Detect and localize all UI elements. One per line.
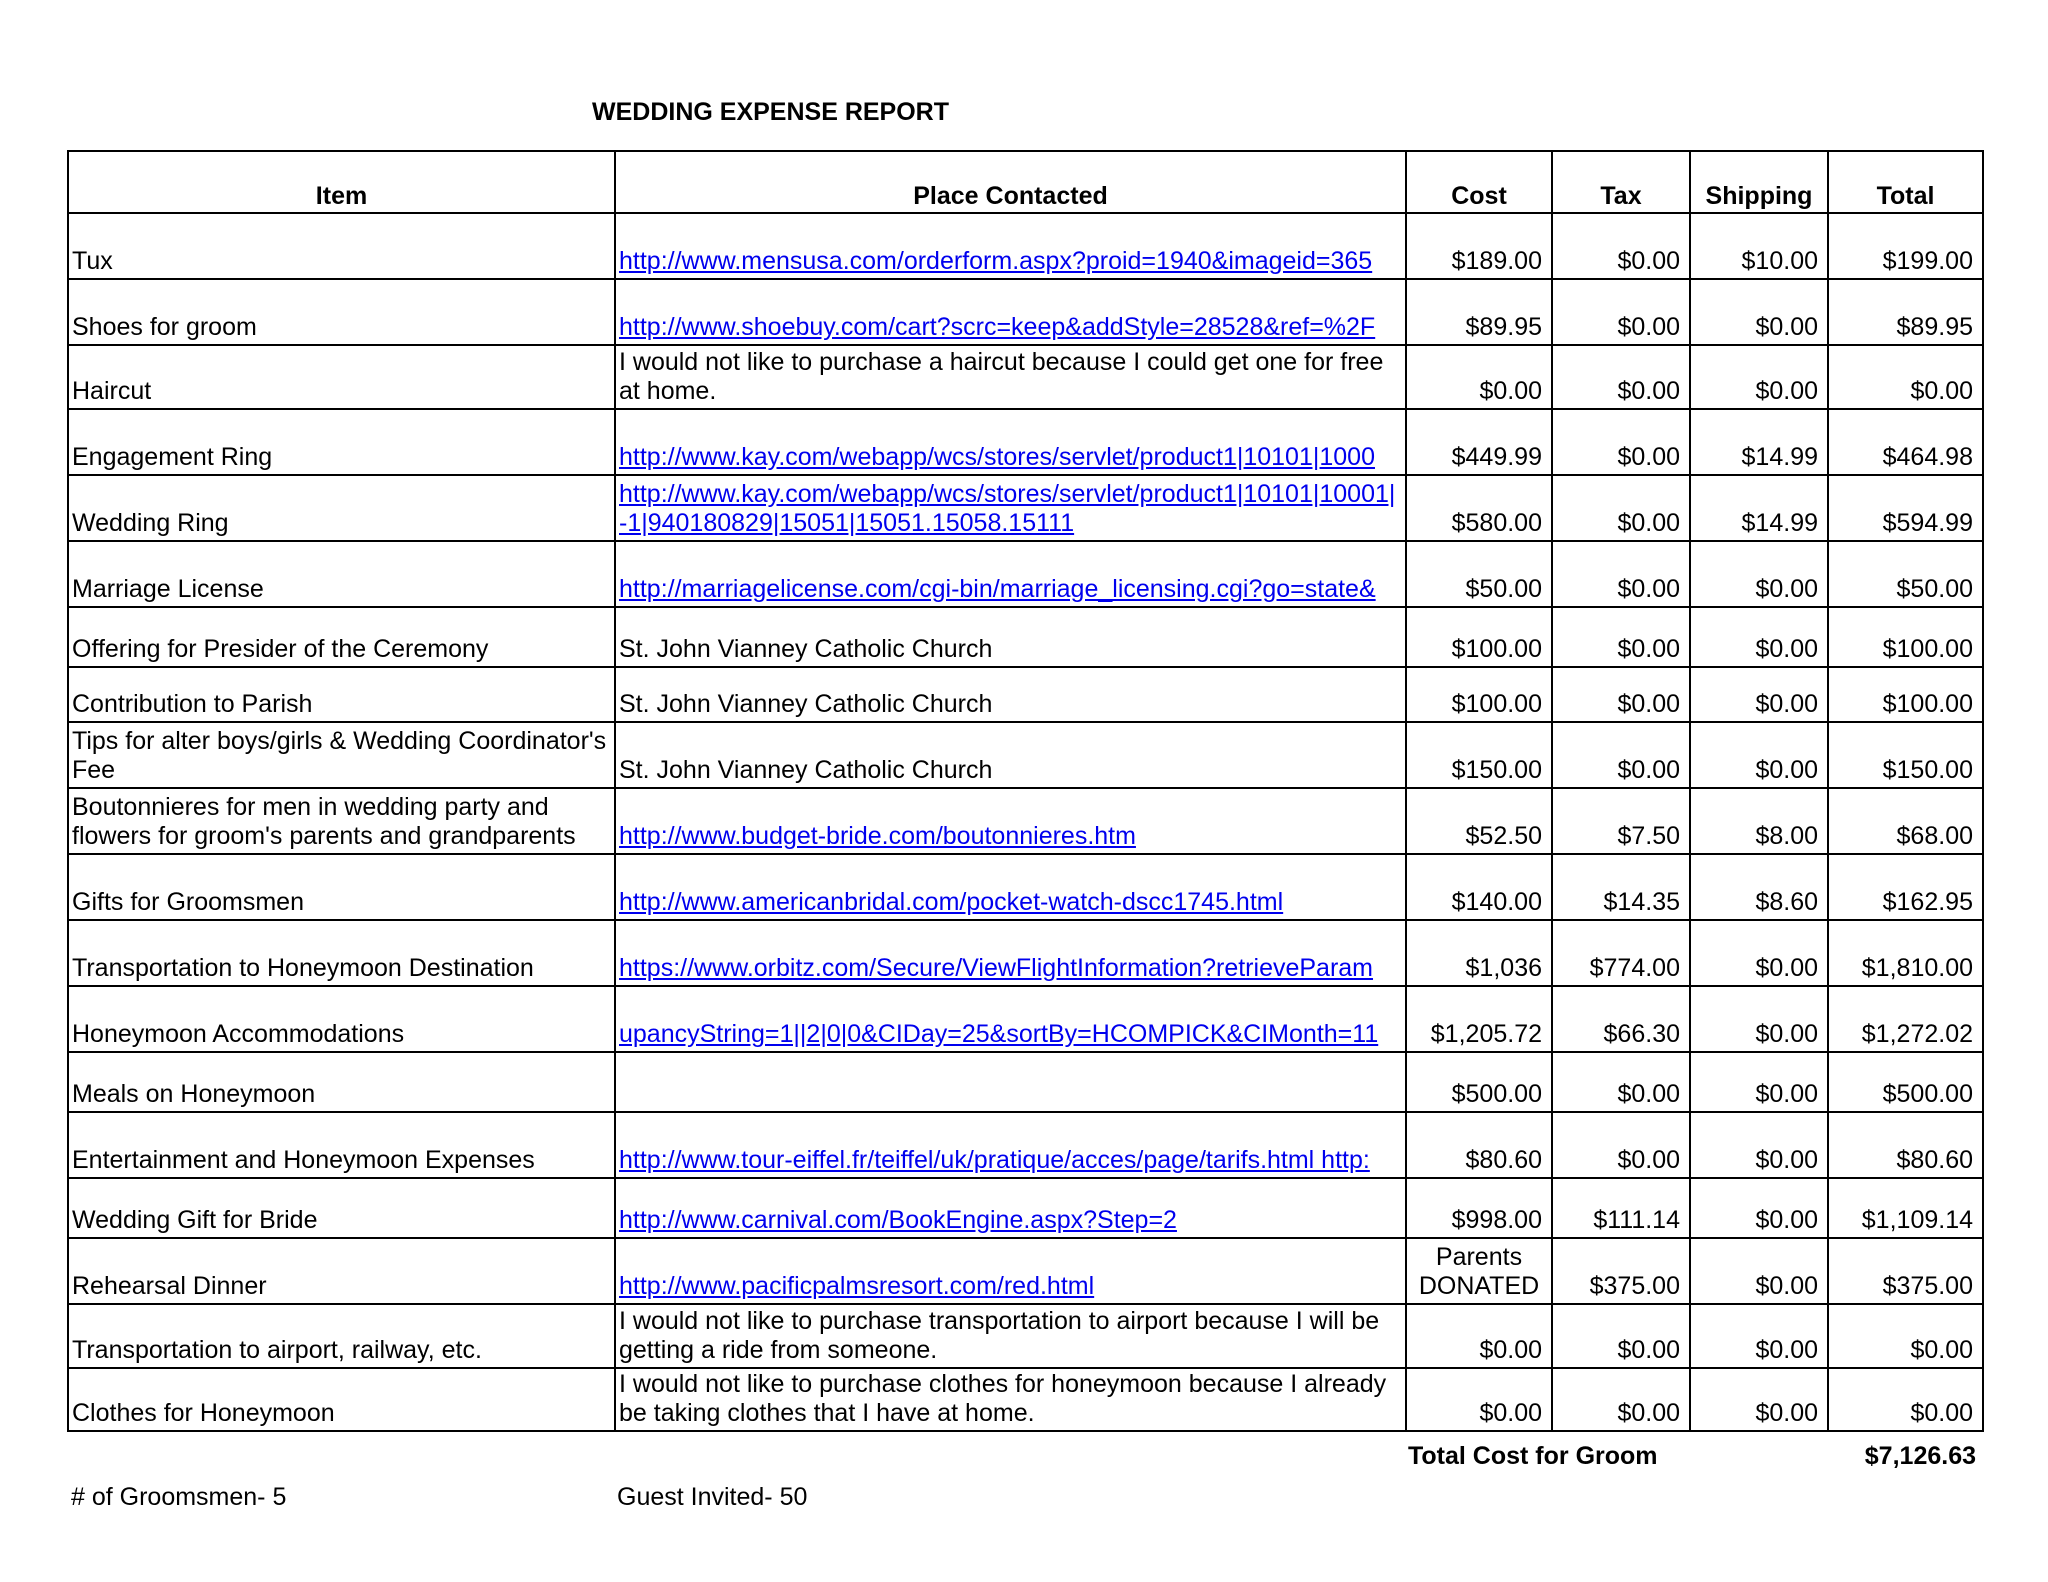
guests-invited: Guest Invited- 50 [617, 1483, 808, 1511]
table-row [68, 213, 1983, 279]
cell-total: $594.99 [1828, 475, 1983, 541]
table-row [68, 345, 1983, 409]
cell-shipping: $0.00 [1690, 1052, 1828, 1112]
cell-cost: $0.00 [1406, 1304, 1552, 1368]
cell-cost: $140.00 [1406, 854, 1552, 920]
table-row [68, 920, 1983, 986]
cell-cost: $89.95 [1406, 279, 1552, 345]
cell-shipping: $14.99 [1690, 475, 1828, 541]
table-row [68, 1178, 1983, 1238]
cell-item: Transportation to airport, railway, etc. [68, 1304, 615, 1368]
cell-cost: $449.99 [1406, 409, 1552, 475]
cell-total: $1,272.02 [1828, 986, 1983, 1052]
cell-place-contacted [615, 213, 1406, 279]
place-link[interactable]: http://www.tour-eiffel.fr/teiffel/uk/pratique/acces/page/tarifs.html http: [619, 1146, 1370, 1174]
cell-place-contacted: I would not like to purchase a haircut because I could get one for free at home. [615, 345, 1406, 409]
cell-total: $150.00 [1828, 722, 1983, 788]
cell-shipping: $8.00 [1690, 788, 1828, 854]
cell-cost: $1,036 [1406, 920, 1552, 986]
cell-shipping: $0.00 [1690, 279, 1828, 345]
cell-item: Transportation to Honeymoon Destination [68, 920, 615, 986]
cell-tax: $0.00 [1552, 607, 1690, 667]
table-row [68, 1368, 1983, 1431]
cell-shipping: $0.00 [1690, 1304, 1828, 1368]
cell-total: $50.00 [1828, 541, 1983, 607]
cell-item: Shoes for groom [68, 279, 615, 345]
column-header-cost: Cost [1406, 151, 1552, 213]
cell-place-contacted [615, 475, 1406, 541]
cell-shipping: $8.60 [1690, 854, 1828, 920]
cell-tax: $66.30 [1552, 986, 1690, 1052]
cell-total: $162.95 [1828, 854, 1983, 920]
column-header-total: Total [1828, 151, 1983, 213]
cell-tax: $774.00 [1552, 920, 1690, 986]
cell-item: Haircut [68, 345, 615, 409]
table-row [68, 607, 1983, 667]
cell-cost: $150.00 [1406, 722, 1552, 788]
cell-place-contacted [615, 1178, 1406, 1238]
cell-item: Entertainment and Honeymoon Expenses [68, 1112, 615, 1178]
table-row [68, 854, 1983, 920]
cell-shipping: $0.00 [1690, 920, 1828, 986]
cell-tax: $375.00 [1552, 1238, 1690, 1304]
cell-cost: $100.00 [1406, 667, 1552, 722]
cell-shipping: $0.00 [1690, 722, 1828, 788]
cell-tax: $0.00 [1552, 1052, 1690, 1112]
table-row [68, 986, 1983, 1052]
cell-shipping: $14.99 [1690, 409, 1828, 475]
place-link[interactable]: http://www.mensusa.com/orderform.aspx?proid=1940&imageid=365 [619, 247, 1373, 275]
cell-tax: $0.00 [1552, 541, 1690, 607]
table-row [68, 1112, 1983, 1178]
expense-table [67, 150, 1984, 1432]
total-cost-label: Total Cost for Groom [1408, 1442, 1658, 1470]
place-link[interactable]: http://www.budget-bride.com/boutonnieres.htm [619, 822, 1136, 850]
cell-cost: $100.00 [1406, 607, 1552, 667]
cell-total: $89.95 [1828, 279, 1983, 345]
cell-item: Gifts for Groomsmen [68, 854, 615, 920]
cell-tax: $0.00 [1552, 1368, 1690, 1431]
cell-shipping: $0.00 [1690, 667, 1828, 722]
table-row [68, 1304, 1983, 1368]
cell-item: Tux [68, 213, 615, 279]
table-row [68, 541, 1983, 607]
cell-total: $500.00 [1828, 1052, 1983, 1112]
cell-total: $100.00 [1828, 667, 1983, 722]
table-header-row [68, 151, 1983, 213]
table-row [68, 279, 1983, 345]
column-header-place: Place Contacted [615, 151, 1406, 213]
cell-item: Meals on Honeymoon [68, 1052, 615, 1112]
cell-place-contacted: St. John Vianney Catholic Church [615, 667, 1406, 722]
cell-place-contacted [615, 788, 1406, 854]
cell-place-contacted [615, 541, 1406, 607]
cell-shipping: $0.00 [1690, 345, 1828, 409]
cell-item: Marriage License [68, 541, 615, 607]
column-header-tax: Tax [1552, 151, 1690, 213]
cell-place-contacted [615, 854, 1406, 920]
cell-place-contacted: St. John Vianney Catholic Church [615, 607, 1406, 667]
cell-tax: $7.50 [1552, 788, 1690, 854]
cell-cost: $998.00 [1406, 1178, 1552, 1238]
cell-cost: $52.50 [1406, 788, 1552, 854]
place-link[interactable]: http://www.pacificpalmsresort.com/red.html [619, 1272, 1095, 1300]
cell-total: $199.00 [1828, 213, 1983, 279]
cell-tax: $14.35 [1552, 854, 1690, 920]
cell-place-contacted: I would not like to purchase transportation to airport because I will be getting a ride from someone. [615, 1304, 1406, 1368]
cell-tax: $0.00 [1552, 1304, 1690, 1368]
cell-item: Tips for alter boys/girls & Wedding Coordinator's Fee [68, 722, 615, 788]
cell-total: $375.00 [1828, 1238, 1983, 1304]
cell-shipping: $0.00 [1690, 541, 1828, 607]
cell-shipping: $0.00 [1690, 1368, 1828, 1431]
cell-total: $0.00 [1828, 345, 1983, 409]
place-link[interactable]: http://marriagelicense.com/cgi-bin/marriage_licensing.cgi?go=state& [619, 575, 1376, 603]
cell-cost: $189.00 [1406, 213, 1552, 279]
cell-cost: $80.60 [1406, 1112, 1552, 1178]
cell-place-contacted [615, 409, 1406, 475]
cell-place-contacted [615, 920, 1406, 986]
cell-item: Boutonnieres for men in wedding party and flowers for groom's parents and grandparents [68, 788, 615, 854]
cell-total: $68.00 [1828, 788, 1983, 854]
place-link[interactable]: http://www.shoebuy.com/cart?scrc=keep&addStyle=28528&ref=%2F [619, 313, 1376, 341]
table-row [68, 1052, 1983, 1112]
column-header-shipping: Shipping [1690, 151, 1828, 213]
cell-tax: $0.00 [1552, 475, 1690, 541]
cell-shipping: $0.00 [1690, 986, 1828, 1052]
cell-item: Wedding Gift for Bride [68, 1178, 615, 1238]
cell-place-contacted [615, 1052, 1406, 1112]
cell-total: $100.00 [1828, 607, 1983, 667]
cell-total: $0.00 [1828, 1304, 1983, 1368]
table-row [68, 667, 1983, 722]
cell-total: $80.60 [1828, 1112, 1983, 1178]
cell-item: Honeymoon Accommodations [68, 986, 615, 1052]
cell-total: $1,810.00 [1828, 920, 1983, 986]
cell-place-contacted [615, 1112, 1406, 1178]
cell-tax: $0.00 [1552, 279, 1690, 345]
place-link[interactable]: http://www.carnival.com/BookEngine.aspx?Step=2 [619, 1206, 1177, 1234]
cell-tax: $0.00 [1552, 213, 1690, 279]
cell-place-contacted: St. John Vianney Catholic Church [615, 722, 1406, 788]
cell-shipping: $0.00 [1690, 1112, 1828, 1178]
table-row [68, 409, 1983, 475]
cell-tax: $0.00 [1552, 667, 1690, 722]
table-row [68, 475, 1983, 541]
table-row [68, 1238, 1983, 1304]
column-header-item: Item [68, 151, 615, 213]
cell-cost: $580.00 [1406, 475, 1552, 541]
cell-item: Engagement Ring [68, 409, 615, 475]
cell-item: Clothes for Honeymoon [68, 1368, 615, 1431]
place-link[interactable]: https://www.orbitz.com/Secure/ViewFlightInformation?retrieveParam [619, 954, 1374, 982]
cell-tax: $0.00 [1552, 722, 1690, 788]
report-title: WEDDING EXPENSE REPORT [592, 98, 949, 126]
table-body [68, 213, 1983, 1431]
cell-cost: $1,205.72 [1406, 986, 1552, 1052]
cell-total: $1,109.14 [1828, 1178, 1983, 1238]
cell-item: Contribution to Parish [68, 667, 615, 722]
cell-shipping: $10.00 [1690, 213, 1828, 279]
cell-tax: $111.14 [1552, 1178, 1690, 1238]
cell-place-contacted [615, 279, 1406, 345]
cell-cost: $0.00 [1406, 1368, 1552, 1431]
cell-shipping: $0.00 [1690, 1178, 1828, 1238]
place-link[interactable]: http://www.kay.com/webapp/wcs/stores/servlet/product1|10101|10001|-1|940180829|15051|15051.15058.15111 [619, 480, 1396, 537]
place-link[interactable]: upancyString=1||2|0|0&CIDay=25&sortBy=HCOMPICK&CIMonth=11 [619, 1020, 1379, 1048]
cell-cost: $0.00 [1406, 345, 1552, 409]
cell-item: Wedding Ring [68, 475, 615, 541]
cell-cost: Parents DONATED [1406, 1238, 1552, 1304]
place-link[interactable]: http://www.americanbridal.com/pocket-watch-dscc1745.html [619, 888, 1284, 916]
place-link[interactable]: http://www.kay.com/webapp/wcs/stores/servlet/product1|10101|1000 [619, 443, 1375, 471]
cell-tax: $0.00 [1552, 345, 1690, 409]
cell-place-contacted [615, 1238, 1406, 1304]
cell-tax: $0.00 [1552, 1112, 1690, 1178]
cell-total: $0.00 [1828, 1368, 1983, 1431]
cell-place-contacted: I would not like to purchase clothes for honeymoon because I already be taking clothes that I have at home. [615, 1368, 1406, 1431]
cell-place-contacted [615, 986, 1406, 1052]
cell-cost: $50.00 [1406, 541, 1552, 607]
total-cost-value: $7,126.63 [1864, 1442, 1976, 1470]
cell-cost: $500.00 [1406, 1052, 1552, 1112]
table-row [68, 788, 1983, 854]
cell-shipping: $0.00 [1690, 1238, 1828, 1304]
cell-tax: $0.00 [1552, 409, 1690, 475]
cell-shipping: $0.00 [1690, 607, 1828, 667]
cell-total: $464.98 [1828, 409, 1983, 475]
groomsmen-count: # of Groomsmen- 5 [71, 1483, 287, 1511]
table-row [68, 722, 1983, 788]
cell-item: Rehearsal Dinner [68, 1238, 615, 1304]
cell-item: Offering for Presider of the Ceremony [68, 607, 615, 667]
